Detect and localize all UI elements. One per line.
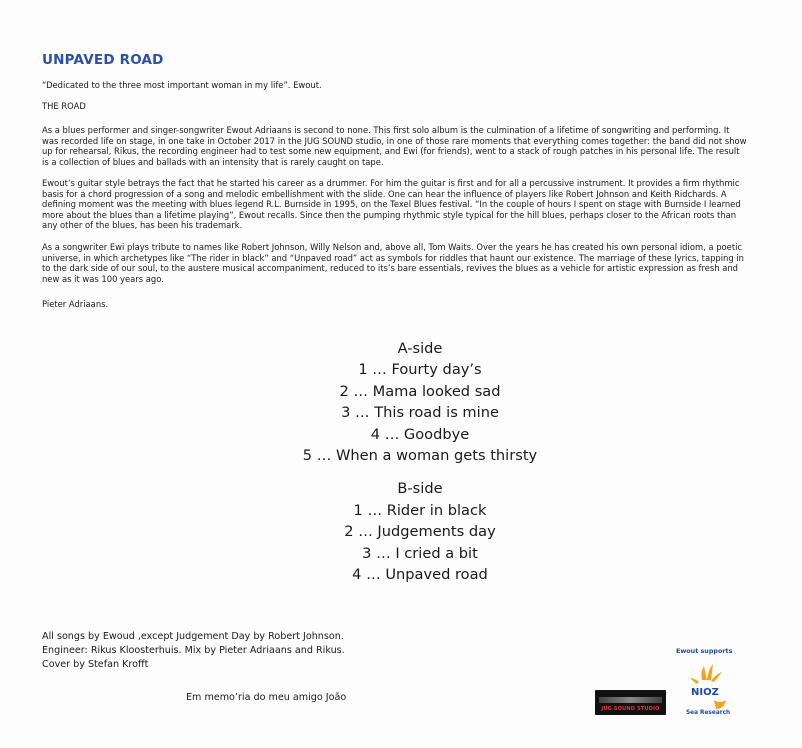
credit-line: Engineer: Rikus Kloosterhuis. Mix by Pieter Adriaans and Rikus. <box>42 645 345 656</box>
signature: Pieter Adriaans. <box>42 299 109 309</box>
side-spacer <box>0 466 802 478</box>
studio-logo <box>595 690 666 715</box>
paragraph-guitar-style: Ewout’s guitar style betrays the fact that he started his career as a drummer. For him the guitar is first and for all a percussive instrument. It provides a firm rhythmic basis for a chord progression of a song and melodic embellishment with the slide. One can hear the influence of players like Robert Johnson and Keith Ridchards. A defining moment was the meeting with blues legend R.L. Burnside in 1995, on the Texel Blues festival. “In the couple of hours I spent on stage with Burnside I learned more about the blues than a lifetime playing”, Ewout recalls. Since then the pumping rhythmic style typical for the hill blues, perhaps closer to the African roots than any other of the blues, has been his trademark. <box>42 178 741 230</box>
section-heading: THE ROAD <box>42 101 86 111</box>
tracklist <box>0 338 802 585</box>
nioz-caption: Sea Research <box>686 710 731 716</box>
studio-logo-text: JUG SOUND STUDIO <box>601 706 660 712</box>
credit-line: Cover by Stefan Krofft <box>42 659 149 670</box>
track-item: 1 … Fourty day’s <box>358 361 482 379</box>
credits <box>42 630 345 672</box>
track-item: 5 … When a woman gets thirsty <box>302 447 538 465</box>
track-item: 4 … Unpaved road <box>352 566 488 584</box>
credit-line: All songs by Ewoud ,except Judgement Day by Robert Johnson. <box>42 631 344 642</box>
track-item: 4 … Goodbye <box>370 425 470 443</box>
paragraph-intro: As a blues performer and singer-songwriter Ewout Adriaans is second to none. This first solo album is the culmination of a lifetime of songwriting and performing. It was recorded life on stage, in one take in October 2017 in the JUG SOUND studio, in one of those rare moments that everything comes together: the band did not show up for rehearsal, Rikus, the recording engineer had to test some new equipment, and Ewi (for friends), went to a stack of rough patches in his personal life. The result is a collection of blues and ballads with an intensity that is rarely caught on tape. <box>42 125 747 167</box>
memoriam-note: Em memo’ria do meu amigo João <box>186 692 347 703</box>
nioz-sun-icon <box>690 664 722 684</box>
track-item: 2 … Judgements day <box>344 523 496 541</box>
a-side-label: A-side <box>397 340 443 357</box>
dedication: “Dedicated to the three most important woman in my life”. Ewout. <box>42 80 322 90</box>
nioz-wave-icon <box>714 700 726 709</box>
b-side-label: B-side <box>397 480 443 498</box>
track-item: 3 … This road is mine <box>341 404 499 422</box>
studio-logo-stripe <box>599 697 662 703</box>
nioz-logo-text: NIOZ <box>691 687 719 698</box>
paragraph-songwriter: As a songwriter Ewi plays tribute to names like Robert Johnson, Willy Nelson and, above all, Tom Waits. Over the years he has created his own personal idiom, a poetic universe, in which archetypes like “The rider in black” and “Unpaved road” act as symbols for riddles that haunt our existence. The marriage of these lyrics, tapping in to the dark side of our soul, to the austere musical accompaniment, reduced to its’s bare essentials, revives the blues as a vehicle for artistic expression as fresh and new as it was 100 years ago. <box>42 242 744 284</box>
supports-label: Ewout supports <box>676 647 733 655</box>
track-item: 2 … Mama looked sad <box>339 382 501 400</box>
track-item: 1 … Rider in black <box>353 501 487 519</box>
album-title: UNPAVED ROAD <box>42 52 164 68</box>
nioz-logo <box>680 658 736 718</box>
track-item: 3 … I cried a bit <box>362 544 478 562</box>
